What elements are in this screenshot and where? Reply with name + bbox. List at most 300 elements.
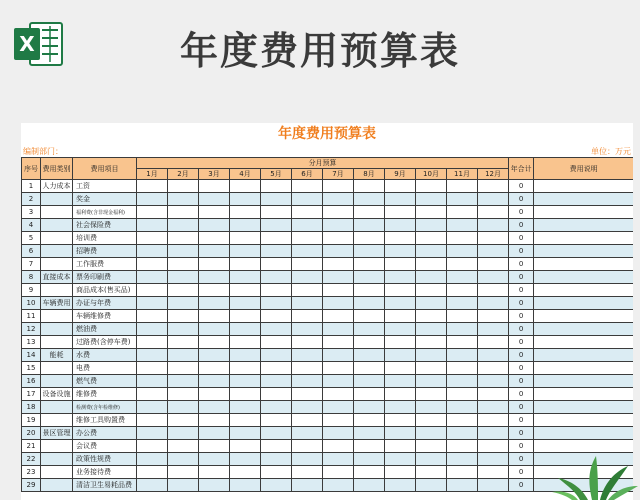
month-cell[interactable] [354, 232, 385, 245]
month-cell[interactable] [385, 297, 416, 310]
month-cell[interactable] [168, 479, 199, 492]
month-cell[interactable] [416, 284, 447, 297]
month-cell[interactable] [354, 479, 385, 492]
month-cell[interactable] [261, 297, 292, 310]
month-cell[interactable] [323, 193, 354, 206]
month-cell[interactable] [354, 414, 385, 427]
month-cell[interactable] [199, 297, 230, 310]
month-cell[interactable] [261, 271, 292, 284]
month-cell[interactable] [137, 258, 168, 271]
month-cell[interactable] [385, 362, 416, 375]
month-cell[interactable] [292, 232, 323, 245]
month-cell[interactable] [416, 180, 447, 193]
month-cell[interactable] [230, 336, 261, 349]
month-cell[interactable] [261, 401, 292, 414]
month-cell[interactable] [230, 232, 261, 245]
month-cell[interactable] [230, 479, 261, 492]
month-cell[interactable] [230, 193, 261, 206]
month-cell[interactable] [292, 388, 323, 401]
month-cell[interactable] [168, 310, 199, 323]
month-cell[interactable] [168, 271, 199, 284]
month-cell[interactable] [323, 479, 354, 492]
month-cell[interactable] [447, 401, 478, 414]
month-cell[interactable] [261, 232, 292, 245]
month-cell[interactable] [199, 427, 230, 440]
month-cell[interactable] [292, 349, 323, 362]
month-cell[interactable] [261, 206, 292, 219]
month-cell[interactable] [478, 479, 509, 492]
month-cell[interactable] [168, 466, 199, 479]
month-cell[interactable] [292, 180, 323, 193]
month-cell[interactable] [292, 258, 323, 271]
month-cell[interactable] [447, 232, 478, 245]
month-cell[interactable] [323, 180, 354, 193]
month-cell[interactable] [478, 375, 509, 388]
month-cell[interactable] [292, 453, 323, 466]
month-cell[interactable] [230, 323, 261, 336]
month-cell[interactable] [478, 323, 509, 336]
month-cell[interactable] [447, 466, 478, 479]
month-cell[interactable] [168, 180, 199, 193]
month-cell[interactable] [354, 362, 385, 375]
month-cell[interactable] [292, 336, 323, 349]
month-cell[interactable] [292, 297, 323, 310]
month-cell[interactable] [137, 284, 168, 297]
month-cell[interactable] [416, 310, 447, 323]
month-cell[interactable] [354, 193, 385, 206]
month-cell[interactable] [168, 258, 199, 271]
month-cell[interactable] [292, 375, 323, 388]
month-cell[interactable] [478, 388, 509, 401]
month-cell[interactable] [199, 180, 230, 193]
month-cell[interactable] [323, 271, 354, 284]
month-cell[interactable] [385, 193, 416, 206]
month-cell[interactable] [416, 401, 447, 414]
month-cell[interactable] [230, 245, 261, 258]
month-cell[interactable] [447, 258, 478, 271]
month-cell[interactable] [292, 310, 323, 323]
month-cell[interactable] [230, 466, 261, 479]
note-cell[interactable] [534, 271, 633, 284]
month-cell[interactable] [168, 206, 199, 219]
month-cell[interactable] [137, 206, 168, 219]
month-cell[interactable] [137, 271, 168, 284]
month-cell[interactable] [416, 362, 447, 375]
month-cell[interactable] [447, 362, 478, 375]
month-cell[interactable] [261, 349, 292, 362]
month-cell[interactable] [447, 284, 478, 297]
month-cell[interactable] [385, 245, 416, 258]
month-cell[interactable] [261, 245, 292, 258]
month-cell[interactable] [199, 193, 230, 206]
month-cell[interactable] [447, 245, 478, 258]
month-cell[interactable] [385, 479, 416, 492]
month-cell[interactable] [199, 258, 230, 271]
month-cell[interactable] [230, 310, 261, 323]
month-cell[interactable] [385, 414, 416, 427]
month-cell[interactable] [354, 401, 385, 414]
month-cell[interactable] [478, 310, 509, 323]
month-cell[interactable] [199, 206, 230, 219]
month-cell[interactable] [323, 284, 354, 297]
month-cell[interactable] [416, 349, 447, 362]
month-cell[interactable] [292, 362, 323, 375]
month-cell[interactable] [292, 219, 323, 232]
month-cell[interactable] [168, 440, 199, 453]
month-cell[interactable] [385, 427, 416, 440]
month-cell[interactable] [478, 284, 509, 297]
month-cell[interactable] [416, 232, 447, 245]
month-cell[interactable] [168, 401, 199, 414]
month-cell[interactable] [199, 479, 230, 492]
month-cell[interactable] [230, 362, 261, 375]
month-cell[interactable] [230, 284, 261, 297]
month-cell[interactable] [478, 206, 509, 219]
month-cell[interactable] [261, 219, 292, 232]
month-cell[interactable] [416, 219, 447, 232]
month-cell[interactable] [416, 271, 447, 284]
month-cell[interactable] [230, 375, 261, 388]
month-cell[interactable] [385, 219, 416, 232]
month-cell[interactable] [354, 206, 385, 219]
month-cell[interactable] [137, 297, 168, 310]
month-cell[interactable] [261, 180, 292, 193]
month-cell[interactable] [292, 245, 323, 258]
month-cell[interactable] [354, 219, 385, 232]
month-cell[interactable] [385, 349, 416, 362]
month-cell[interactable] [478, 362, 509, 375]
note-cell[interactable] [534, 310, 633, 323]
month-cell[interactable] [137, 310, 168, 323]
month-cell[interactable] [354, 284, 385, 297]
month-cell[interactable] [292, 401, 323, 414]
month-cell[interactable] [447, 414, 478, 427]
month-cell[interactable] [137, 336, 168, 349]
month-cell[interactable] [323, 323, 354, 336]
note-cell[interactable] [534, 349, 633, 362]
month-cell[interactable] [323, 232, 354, 245]
note-cell[interactable] [534, 362, 633, 375]
month-cell[interactable] [261, 336, 292, 349]
month-cell[interactable] [323, 206, 354, 219]
month-cell[interactable] [478, 180, 509, 193]
note-cell[interactable] [534, 336, 633, 349]
month-cell[interactable] [478, 427, 509, 440]
month-cell[interactable] [137, 401, 168, 414]
month-cell[interactable] [261, 453, 292, 466]
month-cell[interactable] [385, 388, 416, 401]
month-cell[interactable] [354, 349, 385, 362]
month-cell[interactable] [478, 232, 509, 245]
month-cell[interactable] [354, 271, 385, 284]
month-cell[interactable] [385, 323, 416, 336]
month-cell[interactable] [478, 336, 509, 349]
month-cell[interactable] [292, 206, 323, 219]
month-cell[interactable] [385, 180, 416, 193]
note-cell[interactable] [534, 206, 633, 219]
month-cell[interactable] [230, 388, 261, 401]
month-cell[interactable] [447, 388, 478, 401]
month-cell[interactable] [416, 336, 447, 349]
month-cell[interactable] [230, 440, 261, 453]
month-cell[interactable] [416, 258, 447, 271]
month-cell[interactable] [323, 219, 354, 232]
month-cell[interactable] [354, 180, 385, 193]
month-cell[interactable] [292, 414, 323, 427]
month-cell[interactable] [478, 349, 509, 362]
month-cell[interactable] [385, 375, 416, 388]
month-cell[interactable] [137, 375, 168, 388]
month-cell[interactable] [478, 401, 509, 414]
month-cell[interactable] [354, 258, 385, 271]
month-cell[interactable] [199, 388, 230, 401]
month-cell[interactable] [323, 362, 354, 375]
month-cell[interactable] [478, 414, 509, 427]
month-cell[interactable] [199, 245, 230, 258]
month-cell[interactable] [199, 453, 230, 466]
month-cell[interactable] [385, 440, 416, 453]
month-cell[interactable] [230, 427, 261, 440]
month-cell[interactable] [261, 362, 292, 375]
month-cell[interactable] [447, 310, 478, 323]
month-cell[interactable] [416, 414, 447, 427]
month-cell[interactable] [199, 232, 230, 245]
note-cell[interactable] [534, 232, 633, 245]
month-cell[interactable] [137, 245, 168, 258]
month-cell[interactable] [478, 219, 509, 232]
note-cell[interactable] [534, 414, 633, 427]
note-cell[interactable] [534, 427, 633, 440]
month-cell[interactable] [447, 271, 478, 284]
month-cell[interactable] [354, 297, 385, 310]
month-cell[interactable] [478, 193, 509, 206]
month-cell[interactable] [478, 271, 509, 284]
month-cell[interactable] [199, 219, 230, 232]
month-cell[interactable] [261, 375, 292, 388]
month-cell[interactable] [447, 297, 478, 310]
month-cell[interactable] [416, 297, 447, 310]
month-cell[interactable] [354, 453, 385, 466]
month-cell[interactable] [323, 440, 354, 453]
month-cell[interactable] [261, 466, 292, 479]
month-cell[interactable] [447, 440, 478, 453]
month-cell[interactable] [168, 453, 199, 466]
note-cell[interactable] [534, 401, 633, 414]
month-cell[interactable] [323, 466, 354, 479]
month-cell[interactable] [230, 297, 261, 310]
note-cell[interactable] [534, 284, 633, 297]
month-cell[interactable] [168, 336, 199, 349]
month-cell[interactable] [137, 323, 168, 336]
month-cell[interactable] [168, 375, 199, 388]
note-cell[interactable] [534, 245, 633, 258]
month-cell[interactable] [292, 427, 323, 440]
month-cell[interactable] [323, 245, 354, 258]
month-cell[interactable] [385, 310, 416, 323]
month-cell[interactable] [137, 349, 168, 362]
month-cell[interactable] [416, 453, 447, 466]
month-cell[interactable] [261, 427, 292, 440]
month-cell[interactable] [261, 310, 292, 323]
month-cell[interactable] [385, 284, 416, 297]
month-cell[interactable] [385, 453, 416, 466]
month-cell[interactable] [199, 466, 230, 479]
month-cell[interactable] [416, 206, 447, 219]
month-cell[interactable] [416, 193, 447, 206]
month-cell[interactable] [478, 297, 509, 310]
month-cell[interactable] [416, 479, 447, 492]
note-cell[interactable] [534, 297, 633, 310]
month-cell[interactable] [261, 258, 292, 271]
month-cell[interactable] [354, 427, 385, 440]
month-cell[interactable] [137, 232, 168, 245]
month-cell[interactable] [261, 388, 292, 401]
month-cell[interactable] [385, 258, 416, 271]
month-cell[interactable] [292, 271, 323, 284]
month-cell[interactable] [230, 401, 261, 414]
note-cell[interactable] [534, 258, 633, 271]
month-cell[interactable] [416, 375, 447, 388]
month-cell[interactable] [230, 414, 261, 427]
month-cell[interactable] [137, 440, 168, 453]
month-cell[interactable] [168, 388, 199, 401]
month-cell[interactable] [323, 258, 354, 271]
month-cell[interactable] [292, 193, 323, 206]
month-cell[interactable] [168, 284, 199, 297]
month-cell[interactable] [168, 297, 199, 310]
month-cell[interactable] [137, 388, 168, 401]
month-cell[interactable] [447, 219, 478, 232]
month-cell[interactable] [199, 440, 230, 453]
note-cell[interactable] [534, 180, 633, 193]
month-cell[interactable] [323, 375, 354, 388]
month-cell[interactable] [385, 401, 416, 414]
note-cell[interactable] [534, 193, 633, 206]
month-cell[interactable] [478, 245, 509, 258]
note-cell[interactable] [534, 375, 633, 388]
month-cell[interactable] [137, 427, 168, 440]
month-cell[interactable] [354, 310, 385, 323]
month-cell[interactable] [447, 427, 478, 440]
month-cell[interactable] [168, 349, 199, 362]
month-cell[interactable] [230, 180, 261, 193]
month-cell[interactable] [168, 193, 199, 206]
month-cell[interactable] [478, 453, 509, 466]
month-cell[interactable] [354, 323, 385, 336]
month-cell[interactable] [292, 479, 323, 492]
month-cell[interactable] [447, 453, 478, 466]
month-cell[interactable] [137, 362, 168, 375]
month-cell[interactable] [447, 349, 478, 362]
month-cell[interactable] [137, 479, 168, 492]
month-cell[interactable] [168, 323, 199, 336]
month-cell[interactable] [168, 232, 199, 245]
note-cell[interactable] [534, 219, 633, 232]
month-cell[interactable] [137, 453, 168, 466]
month-cell[interactable] [323, 310, 354, 323]
month-cell[interactable] [416, 323, 447, 336]
note-cell[interactable] [534, 323, 633, 336]
month-cell[interactable] [137, 414, 168, 427]
month-cell[interactable] [168, 219, 199, 232]
month-cell[interactable] [261, 323, 292, 336]
month-cell[interactable] [323, 401, 354, 414]
month-cell[interactable] [292, 440, 323, 453]
month-cell[interactable] [447, 336, 478, 349]
month-cell[interactable] [199, 323, 230, 336]
month-cell[interactable] [385, 206, 416, 219]
month-cell[interactable] [385, 466, 416, 479]
month-cell[interactable] [416, 427, 447, 440]
month-cell[interactable] [261, 479, 292, 492]
month-cell[interactable] [478, 466, 509, 479]
month-cell[interactable] [230, 258, 261, 271]
month-cell[interactable] [230, 219, 261, 232]
month-cell[interactable] [323, 336, 354, 349]
month-cell[interactable] [354, 440, 385, 453]
month-cell[interactable] [261, 193, 292, 206]
month-cell[interactable] [199, 349, 230, 362]
month-cell[interactable] [137, 180, 168, 193]
month-cell[interactable] [447, 323, 478, 336]
month-cell[interactable] [447, 375, 478, 388]
month-cell[interactable] [261, 414, 292, 427]
month-cell[interactable] [137, 466, 168, 479]
month-cell[interactable] [168, 362, 199, 375]
month-cell[interactable] [261, 284, 292, 297]
month-cell[interactable] [416, 388, 447, 401]
month-cell[interactable] [478, 440, 509, 453]
month-cell[interactable] [416, 440, 447, 453]
month-cell[interactable] [447, 193, 478, 206]
month-cell[interactable] [385, 232, 416, 245]
month-cell[interactable] [230, 271, 261, 284]
month-cell[interactable] [323, 427, 354, 440]
month-cell[interactable] [354, 466, 385, 479]
month-cell[interactable] [323, 388, 354, 401]
month-cell[interactable] [447, 206, 478, 219]
month-cell[interactable] [137, 193, 168, 206]
month-cell[interactable] [354, 388, 385, 401]
note-cell[interactable] [534, 388, 633, 401]
month-cell[interactable] [323, 453, 354, 466]
month-cell[interactable] [168, 245, 199, 258]
month-cell[interactable] [230, 206, 261, 219]
month-cell[interactable] [230, 349, 261, 362]
month-cell[interactable] [168, 427, 199, 440]
month-cell[interactable] [292, 466, 323, 479]
month-cell[interactable] [323, 297, 354, 310]
month-cell[interactable] [478, 258, 509, 271]
month-cell[interactable] [199, 310, 230, 323]
month-cell[interactable] [447, 479, 478, 492]
month-cell[interactable] [199, 336, 230, 349]
month-cell[interactable] [447, 180, 478, 193]
month-cell[interactable] [292, 284, 323, 297]
month-cell[interactable] [323, 414, 354, 427]
month-cell[interactable] [137, 219, 168, 232]
note-cell[interactable] [534, 440, 633, 453]
month-cell[interactable] [354, 245, 385, 258]
month-cell[interactable] [292, 323, 323, 336]
month-cell[interactable] [199, 284, 230, 297]
month-cell[interactable] [385, 271, 416, 284]
month-cell[interactable] [199, 401, 230, 414]
month-cell[interactable] [199, 271, 230, 284]
month-cell[interactable] [416, 245, 447, 258]
month-cell[interactable] [168, 414, 199, 427]
month-cell[interactable] [385, 336, 416, 349]
